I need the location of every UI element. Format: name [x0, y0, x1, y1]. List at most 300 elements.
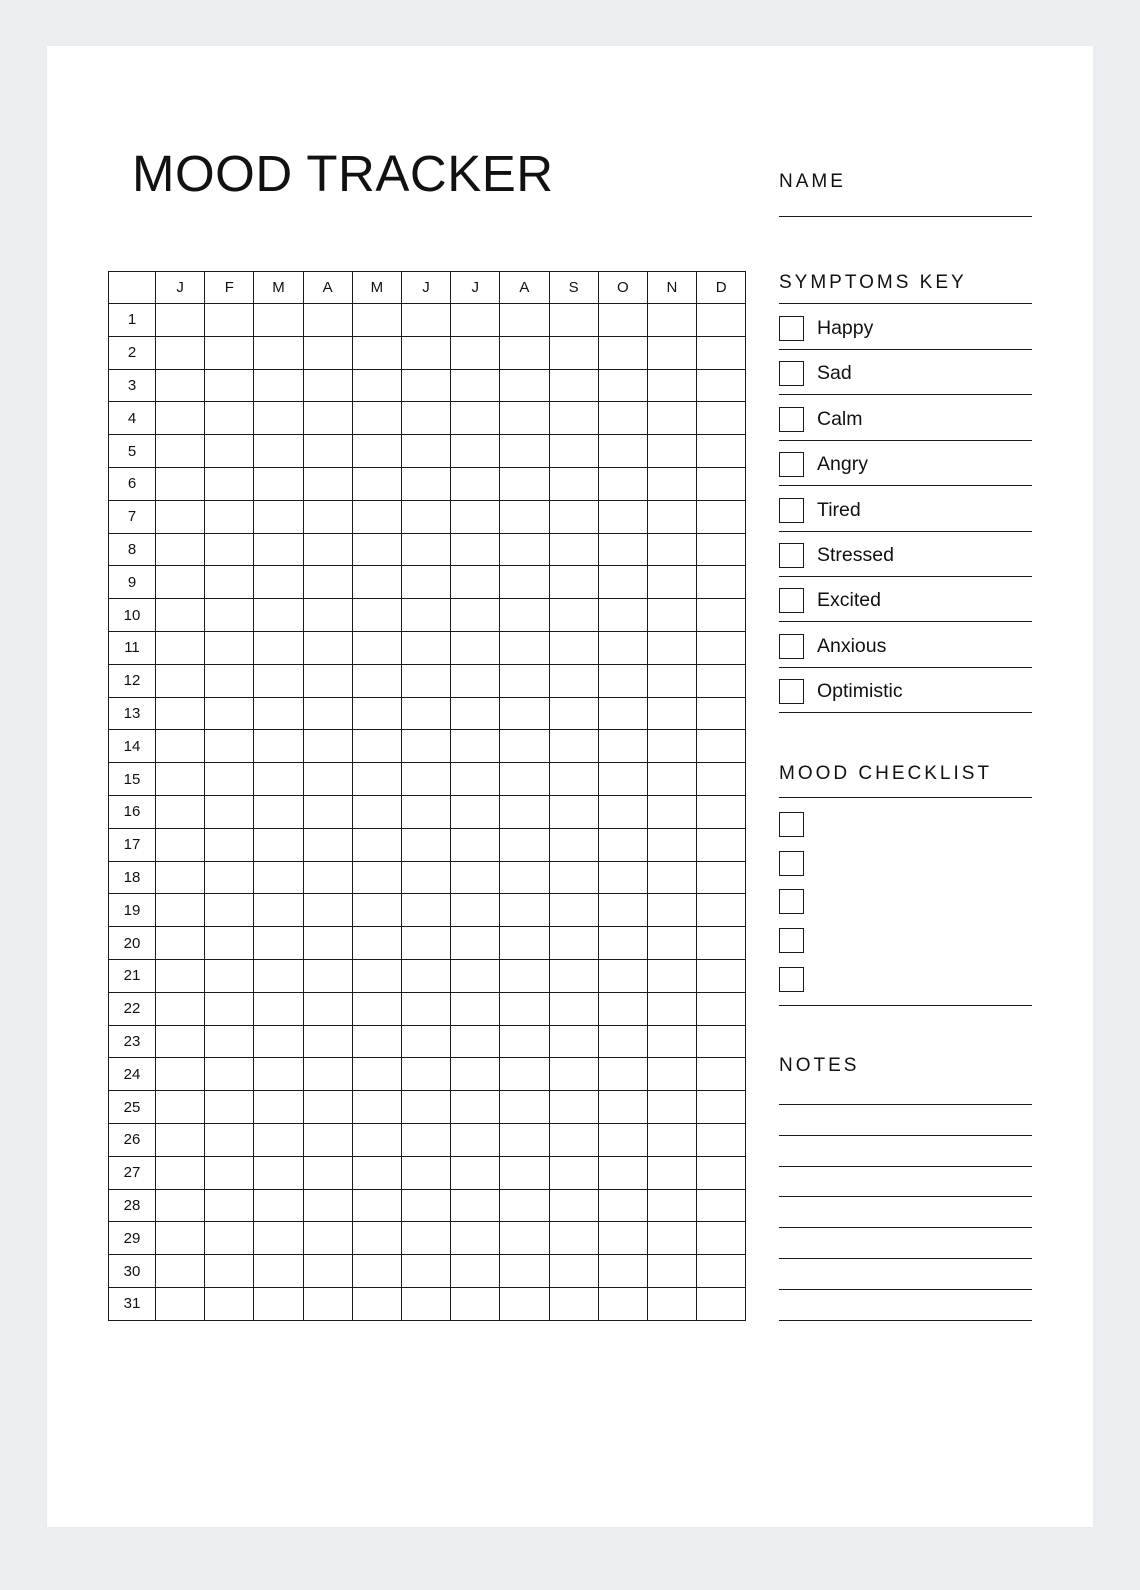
mood-cell[interactable] [156, 927, 205, 960]
mood-cell[interactable] [647, 402, 696, 435]
mood-cell[interactable] [549, 959, 598, 992]
mood-cell[interactable] [156, 1189, 205, 1222]
mood-cell[interactable] [352, 1222, 401, 1255]
mood-cell[interactable] [352, 959, 401, 992]
mood-cell[interactable] [647, 664, 696, 697]
mood-cell[interactable] [697, 336, 746, 369]
mood-cell[interactable] [352, 304, 401, 337]
mood-cell[interactable] [598, 664, 647, 697]
mood-cell[interactable] [549, 435, 598, 468]
mood-cell[interactable] [303, 992, 352, 1025]
mood-cell[interactable] [352, 1255, 401, 1288]
mood-cell[interactable] [598, 467, 647, 500]
mood-cell[interactable] [254, 795, 303, 828]
mood-cell[interactable] [598, 730, 647, 763]
mood-cell[interactable] [549, 336, 598, 369]
mood-cell[interactable] [205, 795, 254, 828]
mood-cell[interactable] [697, 304, 746, 337]
mood-cell[interactable] [352, 992, 401, 1025]
mood-cell[interactable] [549, 1287, 598, 1320]
mood-cell[interactable] [500, 795, 549, 828]
mood-cell[interactable] [254, 927, 303, 960]
mood-cell[interactable] [401, 1189, 450, 1222]
mood-cell[interactable] [303, 927, 352, 960]
mood-cell[interactable] [205, 1123, 254, 1156]
symptom-checkbox[interactable] [779, 543, 804, 568]
mood-cell[interactable] [598, 927, 647, 960]
mood-cell[interactable] [451, 1123, 500, 1156]
mood-cell[interactable] [697, 795, 746, 828]
mood-cell[interactable] [352, 467, 401, 500]
mood-cell[interactable] [598, 533, 647, 566]
checklist-checkbox-3[interactable] [779, 889, 804, 914]
mood-cell[interactable] [352, 664, 401, 697]
mood-cell[interactable] [549, 763, 598, 796]
mood-cell[interactable] [352, 402, 401, 435]
mood-cell[interactable] [451, 1287, 500, 1320]
mood-cell[interactable] [352, 369, 401, 402]
mood-cell[interactable] [647, 861, 696, 894]
mood-cell[interactable] [697, 828, 746, 861]
mood-cell[interactable] [401, 795, 450, 828]
mood-cell[interactable] [205, 664, 254, 697]
mood-cell[interactable] [254, 1091, 303, 1124]
mood-cell[interactable] [205, 1058, 254, 1091]
mood-cell[interactable] [352, 697, 401, 730]
mood-cell[interactable] [697, 500, 746, 533]
mood-cell[interactable] [598, 599, 647, 632]
mood-cell[interactable] [500, 959, 549, 992]
mood-cell[interactable] [401, 336, 450, 369]
mood-cell[interactable] [500, 336, 549, 369]
mood-cell[interactable] [451, 500, 500, 533]
mood-cell[interactable] [205, 1091, 254, 1124]
mood-cell[interactable] [401, 1222, 450, 1255]
mood-cell[interactable] [254, 304, 303, 337]
note-line[interactable] [779, 1289, 1032, 1290]
mood-cell[interactable] [500, 566, 549, 599]
mood-cell[interactable] [303, 1123, 352, 1156]
mood-cell[interactable] [205, 927, 254, 960]
note-line[interactable] [779, 1196, 1032, 1197]
mood-cell[interactable] [303, 369, 352, 402]
symptom-checkbox[interactable] [779, 407, 804, 432]
mood-cell[interactable] [156, 631, 205, 664]
note-line[interactable] [779, 1258, 1032, 1259]
mood-cell[interactable] [401, 1287, 450, 1320]
mood-cell[interactable] [647, 1287, 696, 1320]
mood-cell[interactable] [500, 631, 549, 664]
mood-cell[interactable] [254, 763, 303, 796]
mood-cell[interactable] [500, 1255, 549, 1288]
symptom-checkbox[interactable] [779, 316, 804, 341]
mood-cell[interactable] [500, 927, 549, 960]
mood-cell[interactable] [254, 861, 303, 894]
mood-cell[interactable] [205, 500, 254, 533]
mood-cell[interactable] [352, 500, 401, 533]
mood-cell[interactable] [647, 467, 696, 500]
mood-cell[interactable] [303, 1189, 352, 1222]
mood-cell[interactable] [156, 369, 205, 402]
mood-cell[interactable] [549, 1222, 598, 1255]
mood-cell[interactable] [303, 730, 352, 763]
mood-cell[interactable] [352, 533, 401, 566]
mood-cell[interactable] [205, 697, 254, 730]
mood-cell[interactable] [156, 1091, 205, 1124]
note-line[interactable] [779, 1320, 1032, 1321]
mood-cell[interactable] [303, 763, 352, 796]
mood-cell[interactable] [303, 1255, 352, 1288]
mood-cell[interactable] [156, 1287, 205, 1320]
mood-cell[interactable] [205, 861, 254, 894]
mood-cell[interactable] [451, 1058, 500, 1091]
mood-cell[interactable] [401, 631, 450, 664]
mood-cell[interactable] [254, 599, 303, 632]
mood-cell[interactable] [598, 1025, 647, 1058]
mood-cell[interactable] [401, 828, 450, 861]
mood-cell[interactable] [254, 500, 303, 533]
mood-cell[interactable] [697, 1058, 746, 1091]
mood-cell[interactable] [254, 1123, 303, 1156]
mood-cell[interactable] [352, 631, 401, 664]
mood-cell[interactable] [156, 402, 205, 435]
mood-cell[interactable] [303, 664, 352, 697]
mood-cell[interactable] [401, 992, 450, 1025]
mood-cell[interactable] [156, 861, 205, 894]
symptom-checkbox[interactable] [779, 361, 804, 386]
mood-cell[interactable] [205, 1189, 254, 1222]
mood-cell[interactable] [451, 1156, 500, 1189]
mood-cell[interactable] [549, 1255, 598, 1288]
mood-cell[interactable] [401, 927, 450, 960]
mood-cell[interactable] [401, 861, 450, 894]
mood-cell[interactable] [401, 730, 450, 763]
mood-cell[interactable] [549, 697, 598, 730]
mood-cell[interactable] [451, 533, 500, 566]
mood-cell[interactable] [254, 992, 303, 1025]
mood-cell[interactable] [451, 402, 500, 435]
mood-cell[interactable] [451, 599, 500, 632]
mood-cell[interactable] [647, 533, 696, 566]
symptom-checkbox[interactable] [779, 679, 804, 704]
mood-cell[interactable] [401, 599, 450, 632]
mood-cell[interactable] [352, 1189, 401, 1222]
mood-cell[interactable] [352, 795, 401, 828]
mood-cell[interactable] [697, 435, 746, 468]
mood-cell[interactable] [156, 336, 205, 369]
mood-cell[interactable] [205, 1156, 254, 1189]
mood-cell[interactable] [303, 467, 352, 500]
mood-cell[interactable] [156, 1255, 205, 1288]
mood-cell[interactable] [303, 304, 352, 337]
mood-cell[interactable] [451, 369, 500, 402]
mood-cell[interactable] [598, 1222, 647, 1255]
mood-cell[interactable] [303, 1287, 352, 1320]
mood-cell[interactable] [598, 697, 647, 730]
mood-cell[interactable] [500, 1189, 549, 1222]
mood-cell[interactable] [697, 1189, 746, 1222]
mood-cell[interactable] [156, 763, 205, 796]
mood-cell[interactable] [598, 1058, 647, 1091]
checklist-checkbox-1[interactable] [779, 812, 804, 837]
mood-cell[interactable] [697, 533, 746, 566]
mood-cell[interactable] [254, 1287, 303, 1320]
mood-cell[interactable] [254, 631, 303, 664]
mood-cell[interactable] [205, 1025, 254, 1058]
mood-cell[interactable] [598, 828, 647, 861]
mood-cell[interactable] [647, 304, 696, 337]
mood-cell[interactable] [205, 1287, 254, 1320]
mood-cell[interactable] [303, 336, 352, 369]
mood-cell[interactable] [500, 861, 549, 894]
mood-cell[interactable] [401, 533, 450, 566]
mood-cell[interactable] [451, 959, 500, 992]
mood-cell[interactable] [598, 1123, 647, 1156]
mood-cell[interactable] [598, 861, 647, 894]
mood-cell[interactable] [156, 1156, 205, 1189]
mood-cell[interactable] [598, 402, 647, 435]
mood-cell[interactable] [500, 730, 549, 763]
mood-cell[interactable] [697, 1091, 746, 1124]
mood-cell[interactable] [156, 664, 205, 697]
mood-cell[interactable] [647, 435, 696, 468]
mood-cell[interactable] [303, 402, 352, 435]
mood-cell[interactable] [156, 304, 205, 337]
mood-cell[interactable] [254, 402, 303, 435]
mood-cell[interactable] [303, 1025, 352, 1058]
mood-cell[interactable] [500, 533, 549, 566]
mood-cell[interactable] [598, 1255, 647, 1288]
mood-cell[interactable] [303, 566, 352, 599]
mood-cell[interactable] [156, 1025, 205, 1058]
mood-cell[interactable] [303, 1058, 352, 1091]
mood-cell[interactable] [205, 730, 254, 763]
mood-cell[interactable] [451, 1189, 500, 1222]
mood-cell[interactable] [254, 664, 303, 697]
mood-cell[interactable] [500, 500, 549, 533]
note-line[interactable] [779, 1135, 1032, 1136]
mood-cell[interactable] [156, 500, 205, 533]
mood-cell[interactable] [156, 828, 205, 861]
mood-cell[interactable] [254, 730, 303, 763]
mood-cell[interactable] [549, 1025, 598, 1058]
mood-cell[interactable] [401, 500, 450, 533]
mood-cell[interactable] [598, 369, 647, 402]
mood-cell[interactable] [303, 795, 352, 828]
mood-cell[interactable] [647, 1025, 696, 1058]
mood-cell[interactable] [451, 894, 500, 927]
mood-cell[interactable] [549, 1123, 598, 1156]
mood-cell[interactable] [500, 828, 549, 861]
mood-cell[interactable] [205, 304, 254, 337]
mood-cell[interactable] [352, 894, 401, 927]
mood-cell[interactable] [254, 336, 303, 369]
note-line[interactable] [779, 1227, 1032, 1228]
mood-cell[interactable] [647, 992, 696, 1025]
mood-cell[interactable] [647, 1123, 696, 1156]
mood-cell[interactable] [156, 959, 205, 992]
mood-cell[interactable] [697, 402, 746, 435]
mood-cell[interactable] [451, 1091, 500, 1124]
mood-cell[interactable] [401, 369, 450, 402]
mood-cell[interactable] [401, 1255, 450, 1288]
mood-cell[interactable] [205, 402, 254, 435]
mood-cell[interactable] [647, 894, 696, 927]
mood-cell[interactable] [697, 369, 746, 402]
mood-cell[interactable] [647, 730, 696, 763]
mood-cell[interactable] [598, 1287, 647, 1320]
mood-cell[interactable] [352, 861, 401, 894]
mood-cell[interactable] [451, 795, 500, 828]
mood-cell[interactable] [500, 992, 549, 1025]
mood-cell[interactable] [205, 336, 254, 369]
mood-cell[interactable] [647, 763, 696, 796]
mood-cell[interactable] [549, 467, 598, 500]
mood-cell[interactable] [647, 336, 696, 369]
mood-cell[interactable] [254, 369, 303, 402]
mood-cell[interactable] [451, 435, 500, 468]
symptom-checkbox[interactable] [779, 452, 804, 477]
mood-cell[interactable] [303, 500, 352, 533]
mood-cell[interactable] [401, 566, 450, 599]
mood-cell[interactable] [205, 566, 254, 599]
mood-cell[interactable] [156, 1058, 205, 1091]
mood-cell[interactable] [156, 435, 205, 468]
mood-cell[interactable] [303, 435, 352, 468]
mood-cell[interactable] [500, 763, 549, 796]
mood-cell[interactable] [401, 959, 450, 992]
mood-cell[interactable] [697, 1156, 746, 1189]
mood-cell[interactable] [598, 435, 647, 468]
mood-cell[interactable] [451, 927, 500, 960]
mood-cell[interactable] [303, 894, 352, 927]
mood-cell[interactable] [647, 631, 696, 664]
symptom-checkbox[interactable] [779, 588, 804, 613]
mood-cell[interactable] [156, 730, 205, 763]
mood-cell[interactable] [401, 1156, 450, 1189]
mood-cell[interactable] [205, 599, 254, 632]
mood-cell[interactable] [647, 1255, 696, 1288]
mood-cell[interactable] [697, 730, 746, 763]
mood-cell[interactable] [500, 402, 549, 435]
mood-cell[interactable] [254, 894, 303, 927]
mood-cell[interactable] [352, 1123, 401, 1156]
mood-cell[interactable] [647, 1189, 696, 1222]
mood-cell[interactable] [697, 1222, 746, 1255]
mood-cell[interactable] [303, 1156, 352, 1189]
mood-cell[interactable] [549, 304, 598, 337]
mood-cell[interactable] [647, 795, 696, 828]
mood-cell[interactable] [500, 1287, 549, 1320]
mood-cell[interactable] [549, 566, 598, 599]
mood-cell[interactable] [254, 1156, 303, 1189]
mood-cell[interactable] [500, 467, 549, 500]
mood-cell[interactable] [647, 500, 696, 533]
mood-cell[interactable] [549, 500, 598, 533]
mood-cell[interactable] [500, 304, 549, 337]
mood-cell[interactable] [254, 1058, 303, 1091]
mood-cell[interactable] [598, 566, 647, 599]
mood-cell[interactable] [401, 894, 450, 927]
mood-cell[interactable] [401, 664, 450, 697]
mood-cell[interactable] [598, 992, 647, 1025]
mood-cell[interactable] [156, 599, 205, 632]
mood-cell[interactable] [451, 304, 500, 337]
mood-cell[interactable] [697, 763, 746, 796]
mood-cell[interactable] [647, 1058, 696, 1091]
mood-cell[interactable] [205, 763, 254, 796]
mood-cell[interactable] [500, 664, 549, 697]
mood-cell[interactable] [156, 533, 205, 566]
mood-cell[interactable] [205, 435, 254, 468]
mood-cell[interactable] [697, 959, 746, 992]
mood-cell[interactable] [352, 1091, 401, 1124]
mood-cell[interactable] [647, 1156, 696, 1189]
mood-cell[interactable] [401, 1123, 450, 1156]
mood-cell[interactable] [549, 1156, 598, 1189]
mood-cell[interactable] [156, 1123, 205, 1156]
mood-cell[interactable] [401, 1091, 450, 1124]
mood-cell[interactable] [205, 533, 254, 566]
mood-cell[interactable] [500, 369, 549, 402]
mood-cell[interactable] [254, 828, 303, 861]
mood-cell[interactable] [598, 336, 647, 369]
mood-cell[interactable] [647, 566, 696, 599]
mood-cell[interactable] [697, 467, 746, 500]
mood-cell[interactable] [500, 599, 549, 632]
mood-cell[interactable] [352, 435, 401, 468]
mood-cell[interactable] [697, 697, 746, 730]
mood-cell[interactable] [549, 992, 598, 1025]
mood-cell[interactable] [254, 697, 303, 730]
mood-cell[interactable] [401, 763, 450, 796]
mood-cell[interactable] [352, 1058, 401, 1091]
mood-cell[interactable] [352, 1287, 401, 1320]
mood-cell[interactable] [549, 533, 598, 566]
mood-cell[interactable] [352, 566, 401, 599]
mood-cell[interactable] [205, 467, 254, 500]
mood-cell[interactable] [254, 1255, 303, 1288]
mood-cell[interactable] [549, 664, 598, 697]
mood-cell[interactable] [697, 894, 746, 927]
mood-cell[interactable] [647, 599, 696, 632]
symptom-checkbox[interactable] [779, 498, 804, 523]
mood-cell[interactable] [303, 599, 352, 632]
mood-cell[interactable] [451, 664, 500, 697]
mood-cell[interactable] [254, 1189, 303, 1222]
mood-cell[interactable] [598, 763, 647, 796]
mood-cell[interactable] [451, 1255, 500, 1288]
mood-cell[interactable] [697, 631, 746, 664]
mood-cell[interactable] [549, 402, 598, 435]
mood-cell[interactable] [549, 730, 598, 763]
mood-cell[interactable] [303, 959, 352, 992]
mood-cell[interactable] [303, 1091, 352, 1124]
mood-cell[interactable] [697, 566, 746, 599]
mood-cell[interactable] [451, 336, 500, 369]
mood-cell[interactable] [549, 828, 598, 861]
mood-cell[interactable] [500, 1156, 549, 1189]
mood-cell[interactable] [352, 927, 401, 960]
mood-cell[interactable] [451, 467, 500, 500]
mood-cell[interactable] [500, 1091, 549, 1124]
mood-cell[interactable] [549, 795, 598, 828]
mood-cell[interactable] [401, 1058, 450, 1091]
mood-cell[interactable] [549, 1189, 598, 1222]
mood-cell[interactable] [205, 992, 254, 1025]
mood-cell[interactable] [352, 1025, 401, 1058]
mood-cell[interactable] [697, 861, 746, 894]
